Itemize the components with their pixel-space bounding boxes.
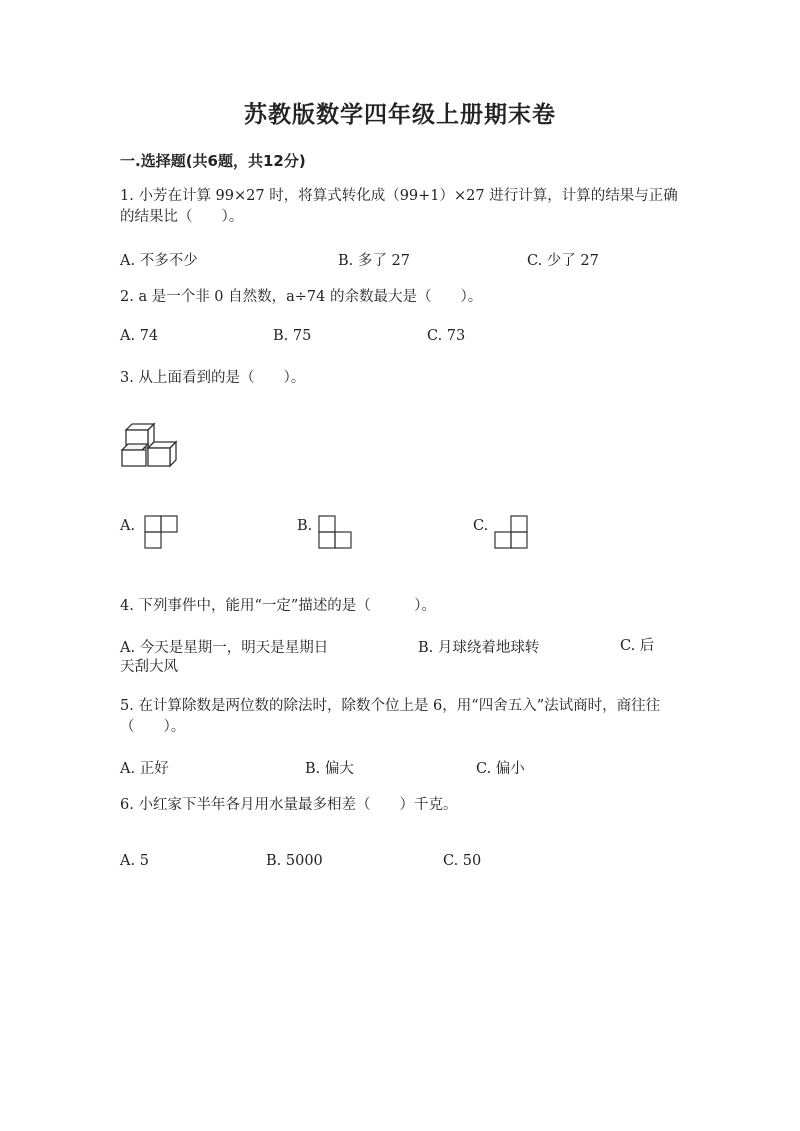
q2-option-b[interactable]: B. 75 [273,328,312,344]
q5-option-b[interactable]: B. 偏大 [305,761,354,777]
top-view-a-icon [144,514,178,550]
q3-option-b[interactable]: B. [297,518,313,534]
section-title: 一.选择题(共6题，共12分) [120,152,306,170]
question-1: 1. 小芳在计算 99×27 时，将算式转化成（99+1）×27 进行计算，计算的结果与正确的结果比（ ）。 [120,188,678,225]
q3-option-c[interactable]: C. [473,518,489,534]
page-title: 苏教版数学四年级上册期末卷 [244,102,556,128]
q4-option-b[interactable]: B. 月球绕着地球转 [418,640,540,656]
q5-option-a[interactable]: A. 正好 [120,761,169,777]
q4-option-c[interactable]: C. 后天刮大风 [120,638,655,675]
q1-option-c[interactable]: C. 少了 27 [527,253,599,269]
top-view-c-icon [494,514,530,550]
q4-option-a[interactable]: A. 今天是星期一，明天是星期日 [120,640,329,656]
q1-option-b[interactable]: B. 多了 27 [338,253,410,269]
question-3: 3. 从上面看到的是（ ）。 [120,370,306,386]
question-5: 5. 在计算除数是两位数的除法时，除数个位上是 6，用“四舍五入”法试商时，商往往（ ）。 [120,698,661,735]
top-view-b-icon [318,514,354,550]
question-6: 6. 小红家下半年各月用水量最多相差（ ）千克。 [120,797,458,813]
q2-option-c[interactable]: C. 73 [427,328,466,344]
q3-option-a[interactable]: A. [120,518,136,534]
cube-stack-figure [118,420,182,470]
q6-option-a[interactable]: A. 5 [120,853,149,869]
q6-option-b[interactable]: B. 5000 [266,853,323,869]
q2-option-a[interactable]: A. 74 [120,328,159,344]
q6-option-c[interactable]: C. 50 [443,853,482,869]
q5-option-c[interactable]: C. 偏小 [476,761,525,777]
question-4: 4. 下列事件中，能用“一定”描述的是（ ）。 [120,598,437,614]
question-2: 2. a 是一个非 0 自然数，a÷74 的余数最大是（ ）。 [120,289,483,305]
q1-option-a[interactable]: A. 不多不少 [120,253,198,269]
